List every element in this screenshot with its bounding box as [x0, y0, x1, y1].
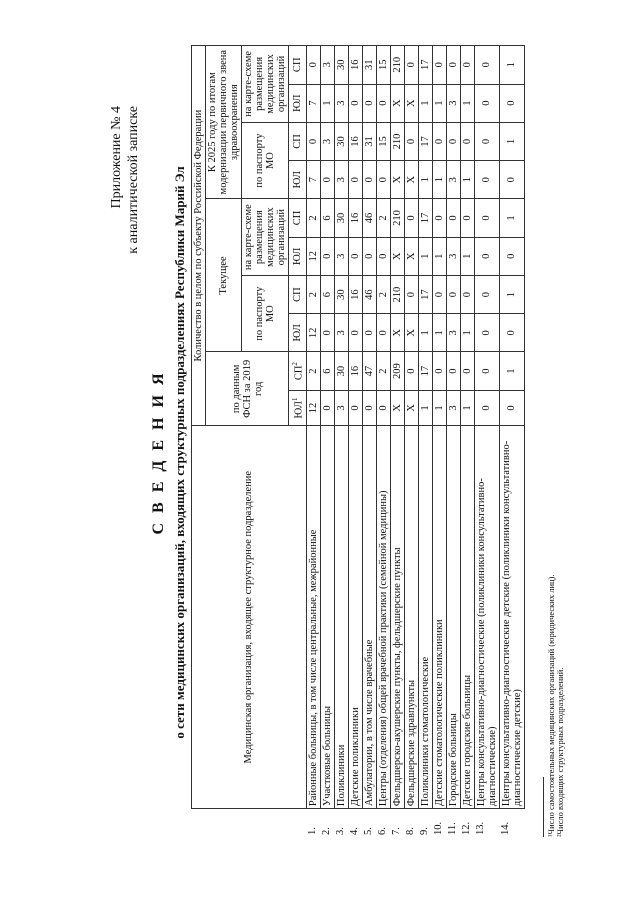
cell-value: 1	[418, 84, 432, 122]
cell-value: 6	[320, 199, 334, 237]
cell-value: 16	[348, 122, 362, 160]
cell-value: 0	[474, 161, 499, 199]
row-number: 2.	[321, 827, 332, 835]
cell-value: 0	[432, 275, 446, 313]
cell-value: 1	[460, 314, 474, 352]
cell-value: X	[404, 314, 418, 352]
cell-value: 2	[376, 199, 390, 237]
header-fsn: по данным ФСН за 2019 год	[206, 352, 289, 426]
row-number: 3.	[335, 827, 346, 835]
table-row	[404, 46, 418, 838]
header-count: Количество в целом по субъекту Российской Федерации	[192, 46, 206, 426]
cell-value: 3	[320, 46, 334, 85]
cell-value: 3	[334, 314, 348, 352]
appendix-reference: к аналитической записке	[126, 106, 141, 254]
row-name: Фельдшерские здравпункты	[404, 426, 418, 809]
cell-value: 17	[418, 46, 432, 85]
cell-value: 30	[334, 199, 348, 237]
cell-value: 0	[446, 275, 460, 313]
cell-value: 2	[306, 275, 320, 313]
header-blank	[192, 809, 307, 837]
cell-value: 0	[320, 161, 334, 199]
cell-value: 0	[320, 314, 334, 352]
row-number: 7.	[391, 827, 402, 835]
row-name: Амбулатории, в том числе врачебные	[362, 426, 376, 809]
cell-value: 16	[348, 352, 362, 390]
row-number: 1.	[307, 827, 318, 835]
table-row	[320, 46, 334, 838]
row-number: 6.	[377, 827, 388, 835]
table-row	[474, 46, 499, 838]
table-row	[499, 46, 524, 838]
cell-value: 3	[320, 122, 334, 160]
table-row	[390, 46, 404, 838]
header-passport: по паспорту МО	[242, 275, 289, 352]
cell-value: 0	[474, 237, 499, 275]
header-sp: СП	[289, 46, 307, 85]
cell-value: X	[390, 390, 404, 425]
cell-value: 0	[460, 46, 474, 85]
cell-value: 3	[446, 84, 460, 122]
table-row	[306, 46, 320, 838]
cell-value: 30	[334, 46, 348, 85]
cell-value: 3	[334, 237, 348, 275]
cell-value: 0	[474, 314, 499, 352]
cell-value: 0	[404, 352, 418, 390]
cell-value: 0	[474, 46, 499, 85]
cell-value: 46	[362, 275, 376, 313]
cell-value: 0	[499, 161, 524, 199]
header-sp: СП	[289, 122, 307, 160]
row-number: 11.	[447, 822, 458, 835]
cell-value: 1	[418, 390, 432, 425]
cell-value: 7	[306, 84, 320, 122]
footnote-1: ¹Число самостоятельных медицинских организаций (юридических лиц).	[546, 574, 556, 837]
row-name: Участковые больницы	[320, 426, 334, 809]
header-map-2025: на карте-схеме размещения медицинских организаций	[242, 46, 289, 123]
row-name: Детские городские больницы	[460, 426, 474, 809]
cell-value: 0	[376, 314, 390, 352]
row-number: 14.	[500, 821, 511, 835]
cell-value: 0	[348, 237, 362, 275]
row-name: Детские поликлиники	[348, 426, 362, 809]
cell-value: 16	[348, 275, 362, 313]
cell-value: 1	[432, 161, 446, 199]
cell-value: 0	[499, 314, 524, 352]
cell-value: 31	[362, 46, 376, 85]
appendix-number: Приложение № 4	[109, 106, 124, 209]
row-name: Городские больницы	[446, 426, 460, 809]
cell-value: 0	[362, 84, 376, 122]
cell-value: 1	[499, 352, 524, 390]
header-yl: ЮЛ	[289, 237, 307, 275]
cell-value: 1	[499, 46, 524, 85]
cell-value: 2	[306, 199, 320, 237]
row-number: 12.	[461, 821, 472, 835]
cell-value: 3	[446, 237, 460, 275]
footnote-2: ²Число входящих структурных подразделений.	[555, 667, 565, 837]
cell-value: 0	[474, 390, 499, 425]
cell-value: 0	[474, 199, 499, 237]
appendix-header	[108, 106, 142, 254]
cell-value: 0	[362, 390, 376, 425]
cell-value: 0	[432, 352, 446, 390]
cell-value: 17	[418, 352, 432, 390]
cell-value: 12	[306, 237, 320, 275]
cell-value: 6	[320, 352, 334, 390]
cell-value: 1	[320, 84, 334, 122]
facilities-table	[191, 45, 525, 837]
cell-value: 0	[460, 275, 474, 313]
cell-value: 3	[334, 390, 348, 425]
cell-value: 210	[390, 122, 404, 160]
row-name: Поликлиники стоматологические	[418, 426, 432, 809]
cell-value: 1	[499, 199, 524, 237]
row-name: Фельдшерско-акушерские пункты, фельдшерские пункты	[390, 426, 404, 809]
header-org: Медицинская организация, входящее структурное подразделение	[192, 426, 307, 809]
cell-value: 47	[362, 352, 376, 390]
cell-value: 0	[320, 237, 334, 275]
cell-value: X	[404, 84, 418, 122]
header-map: на карте-схеме размещения медицинских организаций	[242, 199, 289, 276]
cell-value: 0	[404, 199, 418, 237]
cell-value: 31	[362, 122, 376, 160]
cell-value: 0	[404, 275, 418, 313]
cell-value: 210	[390, 275, 404, 313]
row-number: 10.	[433, 821, 444, 835]
cell-value: 0	[404, 46, 418, 85]
cell-value: 0	[474, 275, 499, 313]
cell-value: 17	[418, 122, 432, 160]
table-row	[376, 46, 390, 838]
cell-value: 210	[390, 199, 404, 237]
cell-value: X	[404, 390, 418, 425]
table-row	[418, 46, 432, 838]
cell-value: 30	[334, 122, 348, 160]
cell-value: 1	[432, 237, 446, 275]
cell-value: 0	[348, 390, 362, 425]
cell-value: 1	[499, 275, 524, 313]
cell-value: X	[390, 314, 404, 352]
cell-value: 1	[418, 314, 432, 352]
cell-value: 0	[446, 46, 460, 85]
cell-value: 7	[306, 161, 320, 199]
cell-value: 12	[306, 314, 320, 352]
table-row	[334, 46, 348, 838]
cell-value: X	[390, 237, 404, 275]
cell-value: 0	[362, 161, 376, 199]
row-number: 5.	[363, 827, 374, 835]
cell-value: 30	[334, 275, 348, 313]
cell-value: 0	[362, 237, 376, 275]
cell-value: 0	[348, 84, 362, 122]
cell-value: 0	[432, 199, 446, 237]
cell-value: 0	[460, 352, 474, 390]
row-number: 4.	[349, 827, 360, 835]
cell-value: 0	[376, 390, 390, 425]
cell-value: X	[404, 237, 418, 275]
header-sp: $СП^2$	[289, 352, 307, 390]
cell-value: 1	[432, 314, 446, 352]
cell-value: 1	[432, 84, 446, 122]
header-sp: СП	[289, 275, 307, 313]
cell-value: 0	[499, 237, 524, 275]
cell-value: 16	[348, 46, 362, 85]
cell-value: X	[404, 161, 418, 199]
cell-value: 17	[418, 199, 432, 237]
cell-value: 0	[404, 122, 418, 160]
cell-value: 3	[446, 161, 460, 199]
header-yl: $ЮЛ^1$	[289, 390, 307, 425]
cell-value: X	[390, 84, 404, 122]
cell-value: 1	[460, 390, 474, 425]
cell-value: 0	[348, 161, 362, 199]
row-name: Центры консультативно-диагностические детские (поликлиники консультативно-диагностические детские)	[499, 426, 524, 809]
cell-value: 0	[474, 122, 499, 160]
header-passport-2025: по паспорту МО	[242, 122, 289, 199]
cell-value: 2	[376, 275, 390, 313]
cell-value: 0	[446, 199, 460, 237]
cell-value: 1	[432, 390, 446, 425]
row-number: 13.	[475, 821, 486, 835]
cell-value: 0	[474, 352, 499, 390]
header-2025: К 2025 году по итогам модернизации первичного звена здравоохранения	[206, 46, 242, 199]
cell-value: 0	[348, 314, 362, 352]
cell-value: 6	[320, 275, 334, 313]
cell-value: X	[390, 161, 404, 199]
cell-value: 3	[334, 84, 348, 122]
row-name: Центры (отделения) общей врачебной практики (семейной медицины)	[376, 426, 390, 809]
row-name: Районные больницы, в том числе центральные, межрайонные	[306, 426, 320, 809]
cell-value: 1	[499, 122, 524, 160]
header-yl: ЮЛ	[289, 84, 307, 122]
table-row	[362, 46, 376, 838]
cell-value: 0	[320, 390, 334, 425]
cell-value: 17	[418, 275, 432, 313]
cell-value: 0	[432, 122, 446, 160]
table-row	[432, 46, 446, 838]
cell-value: 0	[499, 390, 524, 425]
footnote-divider	[543, 777, 544, 837]
document-title: С В Е Д Е Н И Я	[150, 370, 167, 535]
row-number: 8.	[405, 827, 416, 835]
cell-value: 3	[446, 390, 460, 425]
cell-value: 15	[376, 46, 390, 85]
cell-value: 3	[446, 314, 460, 352]
document-subtitle: о сети медицинских организаций, входящих структурных подразделениях Республики Марий Эл	[172, 166, 187, 739]
table-row	[348, 46, 362, 838]
cell-value: 16	[348, 199, 362, 237]
cell-value: 1	[418, 237, 432, 275]
cell-value: 1	[460, 237, 474, 275]
header-yl: ЮЛ	[289, 161, 307, 199]
cell-value: 0	[474, 84, 499, 122]
cell-value: 0	[376, 237, 390, 275]
cell-value: 0	[446, 122, 460, 160]
cell-value: 46	[362, 199, 376, 237]
cell-value: 0	[460, 199, 474, 237]
cell-value: 210	[390, 46, 404, 85]
cell-value: 2	[306, 352, 320, 390]
row-number: 9.	[419, 827, 430, 835]
cell-value: 1	[418, 161, 432, 199]
cell-value: 0	[306, 46, 320, 85]
cell-value: 0	[432, 46, 446, 85]
cell-value: 1	[460, 84, 474, 122]
row-name: Центры консультативно-диагностические (поликлиники консультативно-диагностические)	[474, 426, 499, 809]
table-row	[446, 46, 460, 838]
table-body	[306, 46, 524, 838]
cell-value: 2	[376, 352, 390, 390]
cell-value: 209	[390, 352, 404, 390]
header-current: Текущее	[206, 199, 242, 352]
cell-value: 12	[306, 390, 320, 425]
row-name: Поликлиники	[334, 426, 348, 809]
cell-value: 0	[499, 84, 524, 122]
table-row	[460, 46, 474, 838]
cell-value: 0	[446, 352, 460, 390]
cell-value: 0	[376, 84, 390, 122]
header-sp: СП	[289, 199, 307, 237]
cell-value: 30	[334, 352, 348, 390]
cell-value: 3	[334, 161, 348, 199]
cell-value: 0	[376, 161, 390, 199]
cell-value: 0	[460, 122, 474, 160]
cell-value: 15	[376, 122, 390, 160]
cell-value: 0	[362, 314, 376, 352]
cell-value: 1	[460, 161, 474, 199]
cell-value: 0	[306, 122, 320, 160]
header-yl: ЮЛ	[289, 314, 307, 352]
row-name: Детские стоматологические поликлиники	[432, 426, 446, 809]
